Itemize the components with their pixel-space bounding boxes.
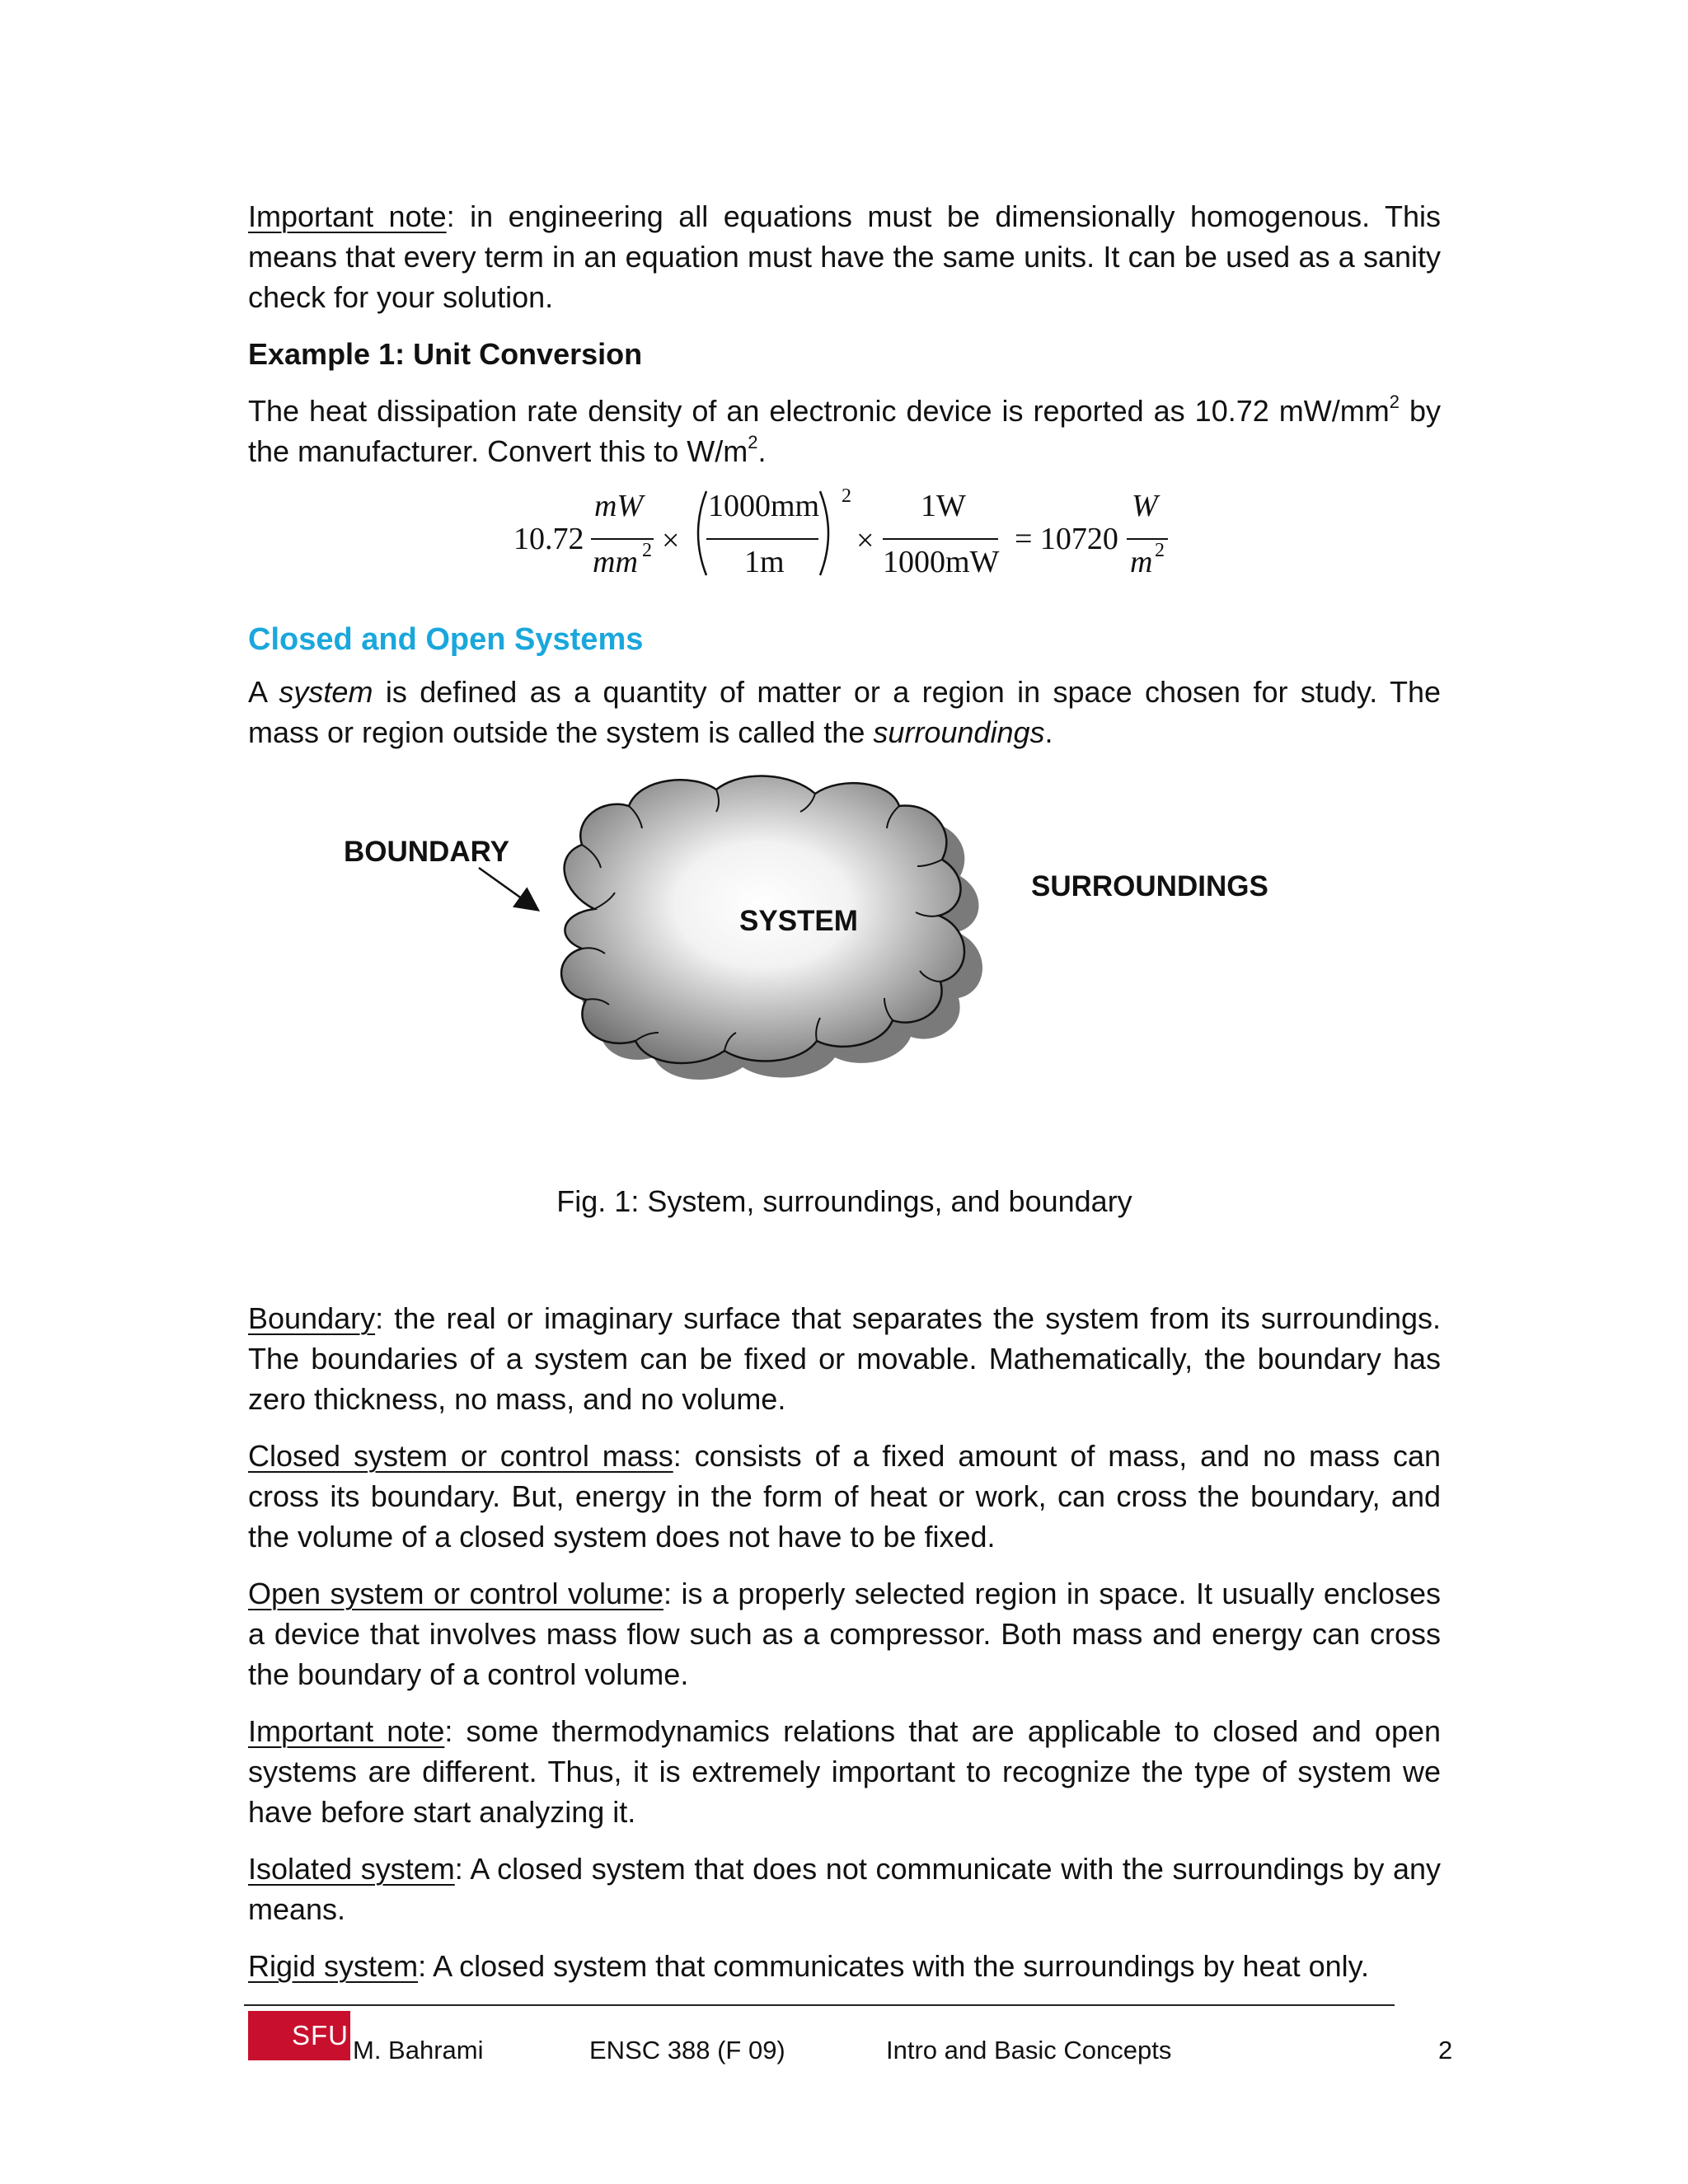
- eq-exponent: 2: [842, 485, 851, 507]
- definition-text: : some thermodynamics relations that are applicable to closed and open systems are different. Thus, it is extremely important to recognize the type of system we have before start analyzing it.: [248, 1714, 1442, 1829]
- system-label: SYSTEM: [739, 905, 858, 937]
- cloud-diagram: [248, 761, 1441, 1148]
- footer-course: ENSC 388 (F 09): [589, 2036, 785, 2064]
- term-surroundings: surroundings: [873, 715, 1045, 749]
- eq-coefficient: 10.72: [513, 522, 584, 556]
- eq-times: ×: [856, 523, 874, 558]
- definition-rigid-system: [248, 1946, 1441, 1986]
- definition-open-system: [248, 1573, 1441, 1694]
- definition-boundary: [248, 1298, 1441, 1419]
- page-content: [248, 196, 1441, 1986]
- term: Important note: [248, 1714, 445, 1748]
- eq-denominator-1: mm: [593, 545, 638, 579]
- surroundings-label: SURROUNDINGS: [1031, 870, 1268, 902]
- conversion-equation: [248, 483, 1441, 598]
- eq-exponent: 2: [1155, 540, 1165, 561]
- important-note-2: [248, 1711, 1441, 1832]
- definition-text: : A closed system that does not communicate with the surroundings by any means.: [248, 1852, 1441, 1926]
- boundary-arrow: [479, 868, 537, 909]
- eq-numerator-1: mW: [594, 489, 644, 523]
- example-text-b: by the manufacturer. Convert this to W/m: [248, 394, 1441, 468]
- system-definition: [248, 672, 1441, 752]
- eq-denominator-3: 1000mW: [883, 545, 1000, 579]
- important-note-1: [248, 196, 1441, 317]
- term: Boundary: [248, 1301, 376, 1335]
- footer-divider: [244, 2004, 1395, 2006]
- eq-result: = 10720: [1015, 522, 1118, 556]
- eq-times: ×: [662, 523, 680, 558]
- eq-denominator-2: 1m: [744, 545, 785, 579]
- exponent: 2: [748, 432, 758, 452]
- left-paren-icon: [685, 488, 710, 579]
- sfu-logo: SFU: [248, 2011, 350, 2060]
- eq-exponent: 2: [642, 540, 652, 561]
- term: Open system or control volume: [248, 1577, 663, 1610]
- figure-caption: Fig. 1: System, surroundings, and boundary: [556, 1184, 1132, 1218]
- definition-text: : the real or imaginary surface that separates the system from its surroundings. The boundaries of a system can be fixed or movable. Mathematically, the boundary has zero thickness, no mass, and no volume.: [248, 1301, 1441, 1416]
- eq-numerator-3: 1W: [921, 489, 966, 523]
- eq-numerator-2: 1000mm: [708, 489, 820, 523]
- text: .: [1044, 715, 1053, 749]
- example-text: [248, 391, 1441, 471]
- definition-text: : A closed system that communicates with the surroundings by heat only.: [418, 1949, 1369, 1983]
- example-text-c: .: [757, 434, 767, 468]
- definition-closed-system: [248, 1436, 1441, 1557]
- note-text: : in engineering all equations must be dimensionally homogenous. This means that every term in an equation must have the same units. It can be used as a sanity check for your solution.: [248, 199, 1441, 314]
- text: A: [248, 675, 279, 709]
- eq-denominator-4: m: [1130, 545, 1153, 579]
- footer-author: M. Bahrami: [353, 2036, 484, 2064]
- definitions-list: [248, 1298, 1441, 1986]
- term: Rigid system: [248, 1949, 419, 1983]
- definition-text: : is a properly selected region in space. It usually encloses a device that involves mass flow such as a compressor. Both mass and energy can cross the boundary of a control volume.: [248, 1577, 1441, 1691]
- page-number: 2: [1438, 2036, 1453, 2064]
- note-label: Important note: [248, 199, 447, 233]
- definition-isolated-system: [248, 1849, 1441, 1929]
- term-system: system: [279, 675, 373, 709]
- eq-numerator-4: W: [1132, 489, 1158, 523]
- right-paren-icon: [817, 488, 842, 579]
- term: Closed system or control mass: [248, 1439, 673, 1473]
- system-figure: [248, 761, 1441, 1267]
- footer-topic: Intro and Basic Concepts: [886, 2036, 1172, 2064]
- example-title: Example 1: Unit Conversion: [248, 337, 643, 371]
- exponent: 2: [1389, 391, 1400, 412]
- example-text-a: The heat dissipation rate density of an electronic device is reported as 10.72 mW/mm: [248, 394, 1390, 428]
- definition-text: : consists of a fixed amount of mass, and no mass can cross its boundary. But, energy in the form of heat or work, can cross the boundary, and the volume of a closed system does not have to be fixed.: [248, 1439, 1441, 1554]
- boundary-label: BOUNDARY: [344, 836, 509, 868]
- text: is defined as a quantity of matter or a region in space chosen for study. The mass or region outside the system is called the: [248, 675, 1442, 749]
- section-title: Closed and Open Systems: [248, 622, 644, 657]
- term: Isolated system: [248, 1852, 455, 1886]
